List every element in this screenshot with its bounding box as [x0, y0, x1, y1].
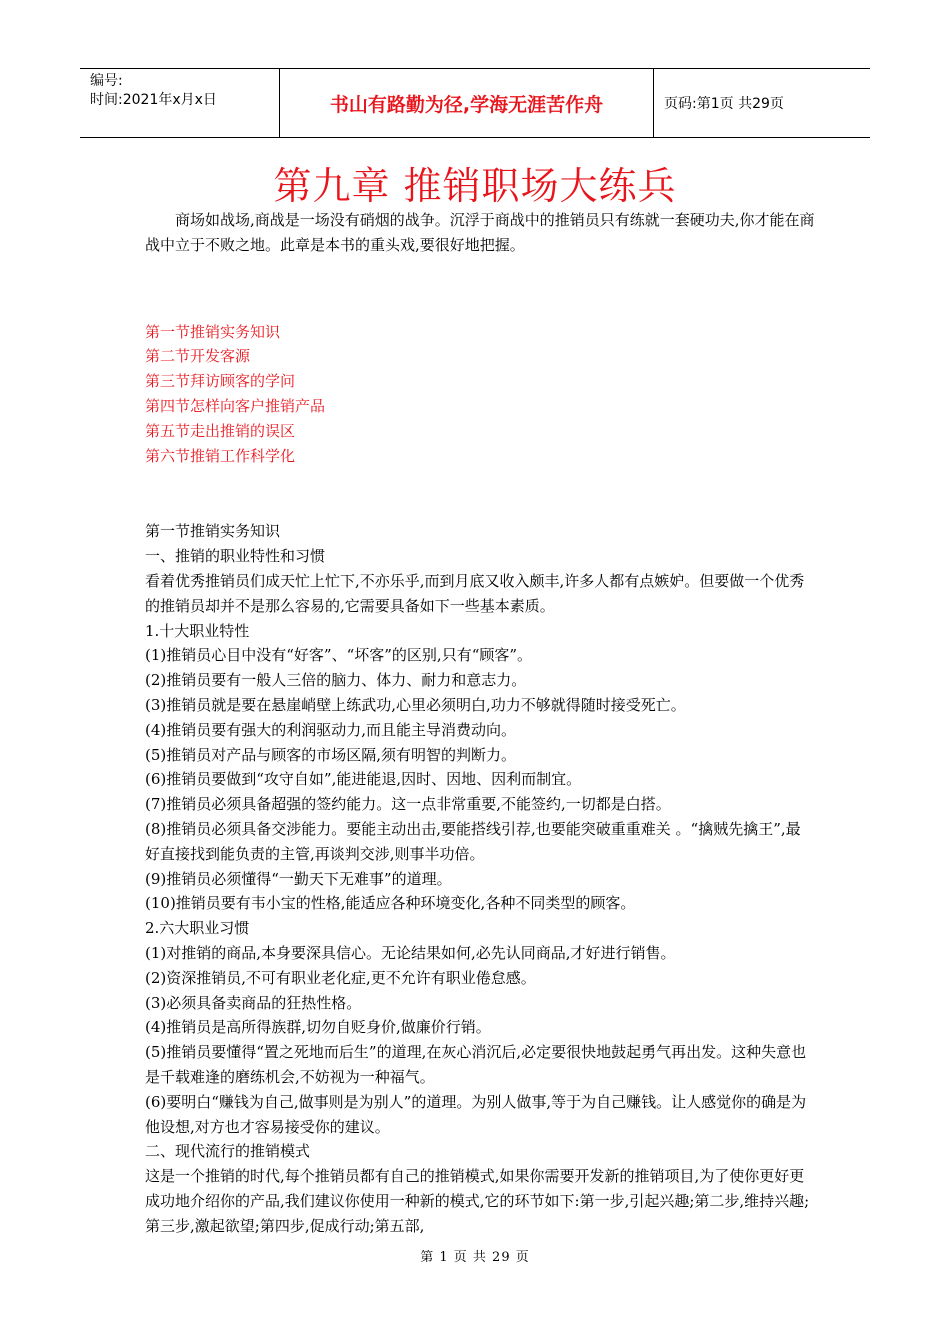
list-item: (1)推销员心目中没有“好客”、“坏客”的区别,只有“顾客”。	[145, 646, 533, 665]
header-motto: 书山有路勤为径,学海无涯苦作舟	[280, 69, 654, 137]
page-footer: 第 1 页 共 29 页	[420, 1250, 530, 1265]
list-heading: 1.十大职业特性	[145, 621, 250, 640]
toc-item[interactable]: 第一节推销实务知识	[145, 322, 281, 341]
toc-item[interactable]: 第二节开发客源	[145, 347, 251, 366]
list-item: (10)推销员要有韦小宝的性格,能适应各种环境变化,各种不同类型的顾客。	[145, 894, 636, 913]
subsection-heading: 二、现代流行的推销模式	[145, 1142, 311, 1161]
table-of-contents	[145, 320, 815, 469]
list-item: (6)推销员要做到“攻守自如”,能进能退,因时、因地、因利而制宜。	[145, 770, 582, 789]
header-meta	[80, 69, 280, 137]
header-page-info: 页码:第1页 共29页	[664, 96, 784, 112]
body-text	[145, 519, 815, 1238]
list-heading: 2.六大职业习惯	[145, 919, 250, 938]
intro-paragraph: 商场如战场,商战是一场没有硝烟的战争。沉浮于商战中的推销员只有练就一套硬功夫,你才能在商战中立于不败之地。此章是本书的重头戏,要很好地把握。	[145, 211, 815, 254]
list-item: (9)推销员必须懂得“一勤天下无难事”的道理。	[145, 869, 452, 888]
toc-item[interactable]: 第四节怎样向客户推销产品	[145, 396, 326, 415]
list-item: (5)推销员要懂得“置之死地而后生”的道理,在灰心消沉后,必定要很快地鼓起勇气再出发。这种失意也是千载难逢的磨练机会,不妨视为一种福气。	[145, 1043, 807, 1086]
list-item: (4)推销员要有强大的利润驱动力,而且能主导消费动向。	[145, 720, 517, 739]
list-item: (6)要明白“赚钱为自己,做事则是为别人”的道理。为别人做事,等于为自己赚钱。让人感觉你的确是为他设想,对方也才容易接受你的建议。	[145, 1092, 807, 1136]
list-item: (2)推销员要有一般人三倍的脑力、体力、耐力和意志力。	[145, 671, 527, 690]
list-item: (5)推销员对产品与顾客的市场区隔,须有明智的判断力。	[145, 745, 517, 764]
list-item: (3)推销员就是要在悬崖峭壁上练武功,心里必须明白,功力不够就得随时接受死亡。	[145, 695, 686, 714]
paragraph: 看着优秀推销员们成天忙上忙下,不亦乐乎,而到月底又收入颇丰,许多人都有点嫉妒。但要做一个优秀的推销员却并不是那么容易的,它需要具备如下一些基本素质。	[145, 571, 805, 615]
list-item: (2)资深推销员,不可有职业老化症,更不允许有职业倦怠感。	[145, 968, 536, 987]
chapter-title: 第九章 推销职场大练兵	[273, 164, 677, 208]
toc-item[interactable]: 第五节走出推销的误区	[145, 421, 296, 440]
list-item: (3)必须具备卖商品的狂热性格。	[145, 993, 362, 1012]
paragraph: 这是一个推销的时代,每个推销员都有自己的推销模式,如果你需要开发新的推销项目,为了使你更好更成功地介绍你的产品,我们建议你使用一种新的模式,它的环节如下:第一步,引起兴趣;第二步,维持兴趣;第三步,激起欲望;第四步,促成行动;第五部,	[145, 1167, 810, 1235]
list-item: (4)推销员是高所得族群,切勿自贬身价,做廉价行销。	[145, 1018, 491, 1037]
page-header	[80, 68, 870, 138]
section-heading: 第一节推销实务知识	[145, 522, 281, 541]
header-time-label: 时间:2021年x月x日	[90, 92, 217, 108]
subsection-heading: 一、推销的职业特性和习惯	[145, 547, 326, 566]
header-number-label: 编号:	[90, 73, 123, 89]
list-item: (1)对推销的商品,本身要深具信心。无论结果如何,必先认同商品,才好进行销售。	[145, 943, 676, 962]
toc-item[interactable]: 第三节拜访顾客的学问	[145, 372, 296, 391]
list-item: (8)推销员必须具备交涉能力。要能主动出击,要能搭线引荐,也要能突破重重难关 。“擒贼先擒王”,最好直接找到能负责的主管,再谈判交涉,则事半功倍。	[145, 819, 801, 863]
toc-item[interactable]: 第六节推销工作科学化	[145, 446, 296, 465]
list-item: (7)推销员必须具备超强的签约能力。这一点非常重要,不能签约,一切都是白搭。	[145, 795, 671, 814]
document-body	[145, 208, 815, 1238]
